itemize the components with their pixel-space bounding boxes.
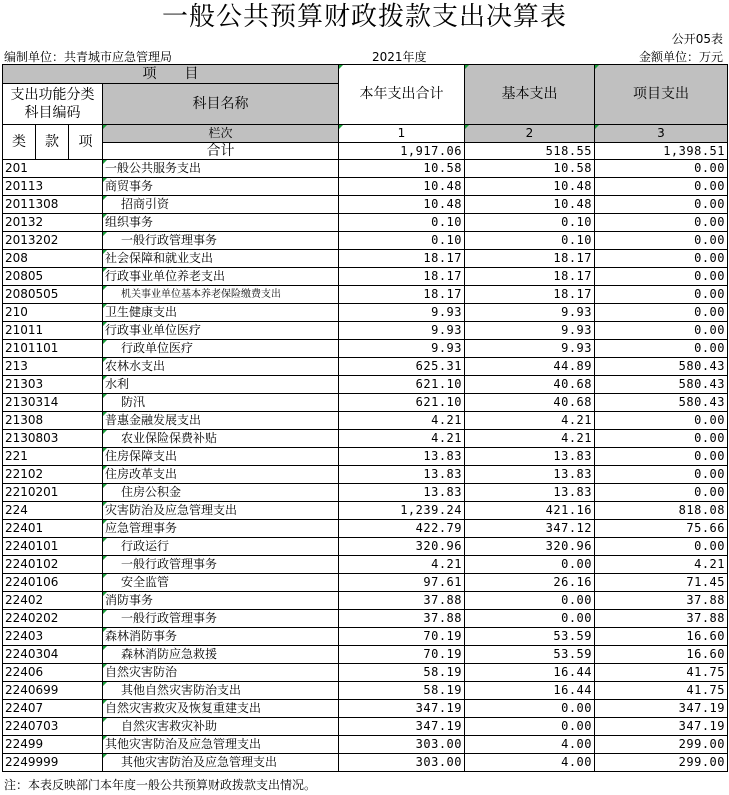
row-basic: 18.17 bbox=[465, 268, 595, 286]
row-name: 灾害防治及应急管理支出 bbox=[103, 502, 339, 520]
row-total: 9.93 bbox=[339, 322, 465, 340]
row-code: 2240699 bbox=[3, 682, 103, 700]
row-project: 16.60 bbox=[595, 628, 728, 646]
header-col3: 3 bbox=[595, 125, 728, 143]
row-total: 303.00 bbox=[339, 736, 465, 754]
table-row bbox=[3, 556, 728, 574]
row-project: 71.45 bbox=[595, 574, 728, 592]
row-code: 2080505 bbox=[3, 286, 103, 304]
row-basic: 10.58 bbox=[465, 160, 595, 178]
row-basic: 40.68 bbox=[465, 376, 595, 394]
table-row bbox=[3, 322, 728, 340]
table-row bbox=[3, 646, 728, 664]
row-total: 621.10 bbox=[339, 394, 465, 412]
table-row bbox=[3, 736, 728, 754]
row-code: 2240703 bbox=[3, 718, 103, 736]
row-basic: 0.10 bbox=[465, 232, 595, 250]
row-name: 招商引资 bbox=[103, 196, 339, 214]
row-project: 4.21 bbox=[595, 556, 728, 574]
row-project: 347.19 bbox=[595, 700, 728, 718]
row-total: 4.21 bbox=[339, 430, 465, 448]
table-row bbox=[3, 538, 728, 556]
row-code: 208 bbox=[3, 250, 103, 268]
row-total: 18.17 bbox=[339, 250, 465, 268]
header-lei: 类 bbox=[3, 125, 36, 160]
row-total: 625.31 bbox=[339, 358, 465, 376]
table-row bbox=[3, 610, 728, 628]
row-project: 0.00 bbox=[595, 484, 728, 502]
row-total: 97.61 bbox=[339, 574, 465, 592]
row-total: 9.93 bbox=[339, 304, 465, 322]
row-name: 商贸事务 bbox=[103, 178, 339, 196]
table-row bbox=[3, 574, 728, 592]
row-name: 自然灾害救灾补助 bbox=[103, 718, 339, 736]
row-project: 0.00 bbox=[595, 538, 728, 556]
header-lanci: 栏次 bbox=[103, 125, 339, 143]
table-body bbox=[3, 160, 728, 772]
row-code: 2249999 bbox=[3, 754, 103, 772]
header-item: 项 目 bbox=[3, 65, 339, 84]
row-basic: 4.21 bbox=[465, 430, 595, 448]
table-row bbox=[3, 268, 728, 286]
table-row bbox=[3, 700, 728, 718]
row-total: 303.00 bbox=[339, 754, 465, 772]
row-code: 21011 bbox=[3, 322, 103, 340]
row-code: 20132 bbox=[3, 214, 103, 232]
row-code: 2013202 bbox=[3, 232, 103, 250]
row-project: 0.00 bbox=[595, 304, 728, 322]
row-total: 37.88 bbox=[339, 610, 465, 628]
header-project: 项目支出 bbox=[595, 65, 728, 125]
row-total: 0.10 bbox=[339, 232, 465, 250]
row-total: 18.17 bbox=[339, 268, 465, 286]
row-project: 0.00 bbox=[595, 214, 728, 232]
table-row bbox=[3, 682, 728, 700]
row-code: 2240202 bbox=[3, 610, 103, 628]
row-basic: 347.12 bbox=[465, 520, 595, 538]
table-row bbox=[3, 304, 728, 322]
row-name: 农林水支出 bbox=[103, 358, 339, 376]
row-code: 2240101 bbox=[3, 538, 103, 556]
row-name: 机关事业单位基本养老保险缴费支出 bbox=[103, 286, 339, 304]
row-total: 58.19 bbox=[339, 682, 465, 700]
row-basic: 320.96 bbox=[465, 538, 595, 556]
header-total: 本年支出合计 bbox=[339, 65, 465, 125]
row-code: 2130803 bbox=[3, 430, 103, 448]
table-row bbox=[3, 754, 728, 772]
row-project: 75.66 bbox=[595, 520, 728, 538]
sum-project: 1,398.51 bbox=[595, 142, 728, 160]
row-basic: 4.21 bbox=[465, 412, 595, 430]
row-code: 201 bbox=[3, 160, 103, 178]
header-basic: 基本支出 bbox=[465, 65, 595, 125]
table-row bbox=[3, 466, 728, 484]
table-row bbox=[3, 160, 728, 178]
table-row bbox=[3, 484, 728, 502]
row-name: 其他灾害防治及应急管理支出 bbox=[103, 736, 339, 754]
row-total: 4.21 bbox=[339, 556, 465, 574]
table-row bbox=[3, 448, 728, 466]
row-code: 20805 bbox=[3, 268, 103, 286]
header-kuan: 款 bbox=[36, 125, 69, 160]
row-code: 2210201 bbox=[3, 484, 103, 502]
row-name: 卫生健康支出 bbox=[103, 304, 339, 322]
row-project: 0.00 bbox=[595, 286, 728, 304]
row-basic: 10.48 bbox=[465, 196, 595, 214]
row-basic: 26.16 bbox=[465, 574, 595, 592]
row-name: 防汛 bbox=[103, 394, 339, 412]
header-code-group: 支出功能分类科目编码 bbox=[3, 84, 103, 125]
row-basic: 18.17 bbox=[465, 286, 595, 304]
row-total: 37.88 bbox=[339, 592, 465, 610]
row-total: 9.93 bbox=[339, 340, 465, 358]
table-row bbox=[3, 196, 728, 214]
row-total: 18.17 bbox=[339, 286, 465, 304]
row-total: 10.48 bbox=[339, 178, 465, 196]
row-total: 13.83 bbox=[339, 466, 465, 484]
amount-unit: 金额单位：万元 bbox=[638, 50, 723, 64]
row-total: 13.83 bbox=[339, 448, 465, 466]
row-code: 213 bbox=[3, 358, 103, 376]
row-name: 其他灾害防治及应急管理支出 bbox=[103, 754, 339, 772]
row-total: 70.19 bbox=[339, 628, 465, 646]
row-total: 13.83 bbox=[339, 484, 465, 502]
row-name: 自然灾害防治 bbox=[103, 664, 339, 682]
row-total: 10.58 bbox=[339, 160, 465, 178]
row-project: 0.00 bbox=[595, 250, 728, 268]
row-total: 347.19 bbox=[339, 700, 465, 718]
row-basic: 53.59 bbox=[465, 628, 595, 646]
sum-basic: 518.55 bbox=[465, 142, 595, 160]
row-code: 22406 bbox=[3, 664, 103, 682]
row-name: 一般行政管理事务 bbox=[103, 232, 339, 250]
row-project: 0.00 bbox=[595, 322, 728, 340]
row-code: 22401 bbox=[3, 520, 103, 538]
row-code: 22499 bbox=[3, 736, 103, 754]
row-basic: 4.00 bbox=[465, 736, 595, 754]
row-name: 住房公积金 bbox=[103, 484, 339, 502]
row-total: 347.19 bbox=[339, 718, 465, 736]
unit-label: 编制单位：共青城市应急管理局 bbox=[4, 50, 173, 64]
row-total: 621.10 bbox=[339, 376, 465, 394]
table-row bbox=[3, 718, 728, 736]
row-basic: 13.83 bbox=[465, 466, 595, 484]
row-code: 221 bbox=[3, 448, 103, 466]
sum-label: 合计 bbox=[103, 142, 339, 160]
row-name: 安全监管 bbox=[103, 574, 339, 592]
row-project: 41.75 bbox=[595, 664, 728, 682]
header-name: 科目名称 bbox=[103, 84, 339, 125]
footnote: 注：本表反映部门本年度一般公共预算财政拨款支出情况。 bbox=[4, 778, 317, 792]
row-basic: 4.00 bbox=[465, 754, 595, 772]
row-project: 0.00 bbox=[595, 196, 728, 214]
row-basic: 13.83 bbox=[465, 448, 595, 466]
row-name: 一般行政管理事务 bbox=[103, 556, 339, 574]
row-project: 0.00 bbox=[595, 340, 728, 358]
table-row bbox=[3, 430, 728, 448]
row-code: 22403 bbox=[3, 628, 103, 646]
row-project: 580.43 bbox=[595, 394, 728, 412]
row-code: 210 bbox=[3, 304, 103, 322]
row-basic: 0.00 bbox=[465, 610, 595, 628]
row-name: 应急管理事务 bbox=[103, 520, 339, 538]
table-row bbox=[3, 250, 728, 268]
row-code: 21308 bbox=[3, 412, 103, 430]
row-total: 58.19 bbox=[339, 664, 465, 682]
row-code: 2101101 bbox=[3, 340, 103, 358]
row-basic: 9.93 bbox=[465, 340, 595, 358]
row-name: 森林消防事务 bbox=[103, 628, 339, 646]
table-row bbox=[3, 628, 728, 646]
row-code: 22102 bbox=[3, 466, 103, 484]
row-basic: 9.93 bbox=[465, 304, 595, 322]
table-row bbox=[3, 520, 728, 538]
row-project: 37.88 bbox=[595, 592, 728, 610]
row-code: 2240106 bbox=[3, 574, 103, 592]
row-project: 0.00 bbox=[595, 232, 728, 250]
header-xiang: 项 bbox=[69, 125, 103, 160]
table-row bbox=[3, 664, 728, 682]
table-row bbox=[3, 214, 728, 232]
row-name: 消防事务 bbox=[103, 592, 339, 610]
row-code: 2130314 bbox=[3, 394, 103, 412]
row-total: 4.21 bbox=[339, 412, 465, 430]
row-project: 0.00 bbox=[595, 430, 728, 448]
row-total: 70.19 bbox=[339, 646, 465, 664]
row-basic: 0.00 bbox=[465, 556, 595, 574]
row-project: 0.00 bbox=[595, 466, 728, 484]
row-name: 行政事业单位养老支出 bbox=[103, 268, 339, 286]
table-row bbox=[3, 376, 728, 394]
table-row bbox=[3, 232, 728, 250]
row-project: 0.00 bbox=[595, 268, 728, 286]
row-basic: 421.16 bbox=[465, 502, 595, 520]
row-name: 农业保险保费补贴 bbox=[103, 430, 339, 448]
row-name: 水利 bbox=[103, 376, 339, 394]
row-code: 224 bbox=[3, 502, 103, 520]
unit-row bbox=[0, 48, 729, 64]
row-name: 自然灾害救灾及恢复重建支出 bbox=[103, 700, 339, 718]
table-row bbox=[3, 502, 728, 520]
table-row bbox=[3, 178, 728, 196]
row-code: 22402 bbox=[3, 592, 103, 610]
form-number: 公开05表 bbox=[671, 32, 723, 46]
row-code: 2240304 bbox=[3, 646, 103, 664]
row-name: 普惠金融发展支出 bbox=[103, 412, 339, 430]
page-title: 一般公共预算财政拨款支出决算表 bbox=[161, 2, 567, 32]
row-total: 0.10 bbox=[339, 214, 465, 232]
row-name: 一般行政管理事务 bbox=[103, 610, 339, 628]
row-project: 580.43 bbox=[595, 376, 728, 394]
row-total: 320.96 bbox=[339, 538, 465, 556]
row-project: 299.00 bbox=[595, 736, 728, 754]
row-basic: 0.00 bbox=[465, 718, 595, 736]
row-project: 0.00 bbox=[595, 160, 728, 178]
row-basic: 0.00 bbox=[465, 700, 595, 718]
row-code: 2011308 bbox=[3, 196, 103, 214]
table-row bbox=[3, 340, 728, 358]
row-name: 住房改革支出 bbox=[103, 466, 339, 484]
row-code: 20113 bbox=[3, 178, 103, 196]
row-name: 其他自然灾害防治支出 bbox=[103, 682, 339, 700]
row-project: 16.60 bbox=[595, 646, 728, 664]
row-basic: 0.00 bbox=[465, 592, 595, 610]
row-project: 347.19 bbox=[595, 718, 728, 736]
header-col1: 1 bbox=[339, 125, 465, 143]
table-row bbox=[3, 592, 728, 610]
row-project: 0.00 bbox=[595, 448, 728, 466]
header-col2: 2 bbox=[465, 125, 595, 143]
row-name: 社会保障和就业支出 bbox=[103, 250, 339, 268]
row-project: 41.75 bbox=[595, 682, 728, 700]
row-basic: 9.93 bbox=[465, 322, 595, 340]
row-basic: 53.59 bbox=[465, 646, 595, 664]
row-name: 行政运行 bbox=[103, 538, 339, 556]
row-basic: 13.83 bbox=[465, 484, 595, 502]
row-name: 住房保障支出 bbox=[103, 448, 339, 466]
row-basic: 16.44 bbox=[465, 664, 595, 682]
row-project: 818.08 bbox=[595, 502, 728, 520]
table-row bbox=[3, 394, 728, 412]
row-name: 组织事务 bbox=[103, 214, 339, 232]
table-row bbox=[3, 358, 728, 376]
row-basic: 44.89 bbox=[465, 358, 595, 376]
table-row bbox=[3, 412, 728, 430]
row-basic: 10.48 bbox=[465, 178, 595, 196]
row-code: 22407 bbox=[3, 700, 103, 718]
row-name: 行政单位医疗 bbox=[103, 340, 339, 358]
row-project: 580.43 bbox=[595, 358, 728, 376]
row-project: 0.00 bbox=[595, 178, 728, 196]
row-code: 21303 bbox=[3, 376, 103, 394]
row-project: 0.00 bbox=[595, 412, 728, 430]
row-code: 2240102 bbox=[3, 556, 103, 574]
row-basic: 40.68 bbox=[465, 394, 595, 412]
row-project: 299.00 bbox=[595, 754, 728, 772]
row-name: 森林消防应急救援 bbox=[103, 646, 339, 664]
row-total: 10.48 bbox=[339, 196, 465, 214]
expenditure-table bbox=[2, 64, 728, 772]
sum-total: 1,917.06 bbox=[339, 142, 465, 160]
table-row bbox=[3, 286, 728, 304]
row-basic: 18.17 bbox=[465, 250, 595, 268]
year-label: 2021年度 bbox=[372, 50, 427, 64]
row-basic: 0.10 bbox=[465, 214, 595, 232]
row-total: 422.79 bbox=[339, 520, 465, 538]
row-name: 行政事业单位医疗 bbox=[103, 322, 339, 340]
row-name: 一般公共服务支出 bbox=[103, 160, 339, 178]
row-total: 1,239.24 bbox=[339, 502, 465, 520]
row-basic: 16.44 bbox=[465, 682, 595, 700]
row-project: 37.88 bbox=[595, 610, 728, 628]
